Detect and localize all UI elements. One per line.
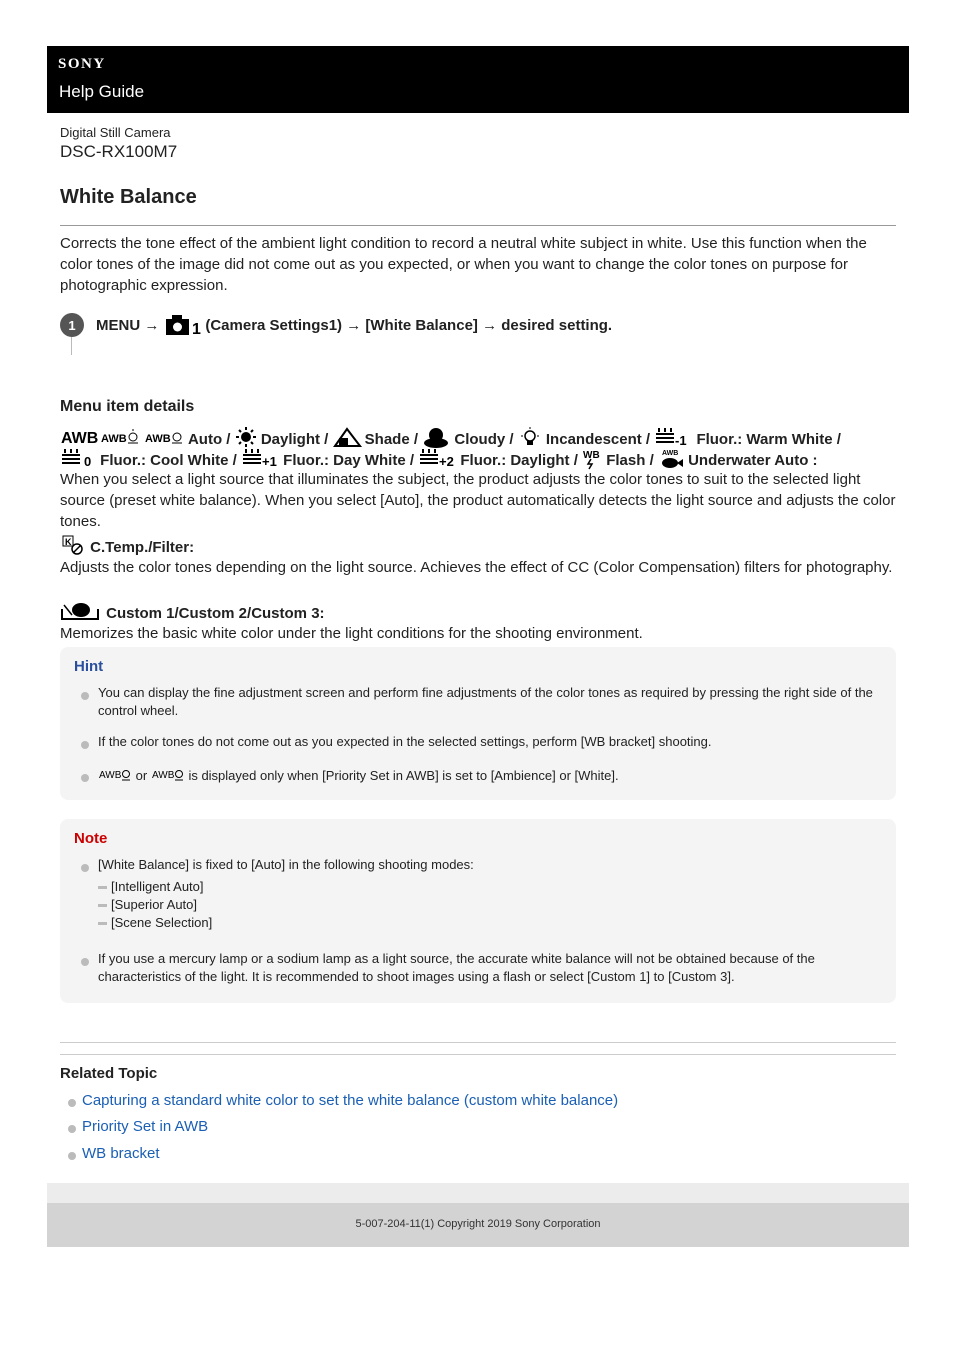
bullet-icon [68, 1125, 76, 1133]
label-incandescent: Incandescent / [545, 430, 651, 448]
label-fluor-day-white: Fluor.: Day White / [283, 451, 415, 469]
svg-text:AWB: AWB [145, 433, 172, 445]
mode-label: [Superior Auto] [111, 897, 197, 912]
label-daylight: Daylight / [260, 430, 329, 448]
label-custom: Custom 1/Custom 2/Custom 3: [106, 604, 325, 622]
svg-text:WB: WB [583, 450, 600, 461]
label-underwater: Underwater Auto : [688, 451, 818, 469]
label-fluor-daylight: Fluor.: Daylight / [460, 451, 578, 469]
hint-item-1: You can display the fine adjustment screen and perform fine adjustments of the color tones as required by pressing the right side of the control wheel. [98, 685, 873, 718]
label-auto: Auto / [187, 430, 231, 448]
label-shade: Shade / [364, 430, 419, 448]
dash-icon [98, 886, 107, 889]
step-1 [60, 313, 612, 337]
title-divider [60, 225, 896, 226]
bullet-icon [68, 1152, 76, 1160]
label-flash: Flash / [606, 451, 654, 469]
mode-item [98, 879, 204, 894]
label-fluor-warm: Fluor.: Warm White / [696, 430, 841, 448]
page-title: White Balance [60, 186, 197, 208]
note-item-2: If you use a mercury lamp or a sodium lamp as a light source, the accurate white balance will not be obtained because of the characteristics of the light. It is recommended to shoot images using a flash or select [Custom 1] to [Custom 3]. [98, 951, 815, 984]
note-title: Note [74, 830, 108, 847]
note-box [60, 819, 896, 1003]
step-suffix: (Camera Settings1) → [White Balance] → desired setting. [205, 316, 613, 334]
mode-label: [Intelligent Auto] [111, 879, 204, 894]
or-text: or [135, 767, 148, 783]
bullet-icon [81, 774, 89, 782]
svg-text:AWB: AWB [61, 430, 99, 447]
sony-logo: SONY [58, 56, 106, 72]
copyright: 5-007-204-11(1) Copyright 2019 Sony Corporation [355, 1218, 601, 1230]
awb-white-icon [151, 766, 185, 787]
label-fluor-cool: Fluor.: Cool White / [100, 451, 237, 469]
step-connector [71, 337, 72, 355]
svg-text:K: K [65, 537, 72, 547]
mode-item [98, 897, 197, 912]
help-guide-title: Help Guide [59, 82, 145, 101]
wb-description: When you select a light source that illuminates the subject, the product adjusts the color tones to suit to the selected light source (preset white balance). When you select [Auto], the product automatically detects the light source and adjusts the color tones. [60, 471, 896, 530]
product-type: Digital Still Camera [60, 125, 171, 140]
dash-icon [98, 922, 107, 925]
related-link-wb-bracket[interactable]: WB bracket [82, 1145, 160, 1162]
awb-ambience-icon [98, 766, 132, 787]
svg-text:AWB: AWB [101, 433, 127, 445]
header-bar [47, 46, 909, 113]
custom-description: Memorizes the basic white color under the light conditions for the shooting environment. [60, 625, 643, 642]
intro-text: Corrects the tone effect of the ambient light condition to record a neutral white subject in white. Use this function when the color tones of the image did not come out as you expected, or when you want to change the color tones on purpose for photographic expression. [60, 235, 867, 294]
step-prefix: MENU → [96, 316, 160, 334]
svg-text:AWB: AWB [99, 770, 122, 781]
svg-text:+2: +2 [439, 454, 455, 469]
step-number: 1 [60, 313, 84, 337]
menu-item-details-heading: Menu item details [60, 398, 195, 415]
hint-item-2: If the color tones do not come out as you expected in the selected settings, perform [WB bracket] shooting. [98, 734, 712, 749]
bullet-icon [81, 958, 89, 966]
mode-item [98, 915, 212, 930]
footer [47, 1203, 909, 1247]
ctemp-description: Adjusts the color tones depending on the light source. Achieves the effect of CC (Color Compensation) filters for photography. [60, 559, 893, 576]
label-cloudy: Cloudy / [454, 430, 514, 448]
related-link-custom-wb[interactable]: Capturing a standard white color to set the white balance (custom white balance) [82, 1092, 619, 1109]
svg-text:AWB: AWB [661, 450, 679, 457]
dash-icon [98, 904, 107, 907]
note-item-1: [White Balance] is fixed to [Auto] in the following shooting modes: [98, 857, 474, 872]
hint-box [60, 647, 896, 800]
related-topic-heading: Related Topic [60, 1065, 158, 1082]
footer-top-band [47, 1183, 909, 1203]
svg-text:0: 0 [84, 454, 92, 469]
svg-text:-1: -1 [675, 433, 687, 448]
camera-settings-icon [165, 314, 202, 338]
bullet-icon [81, 864, 89, 872]
hint-item-3-text: is displayed only when [Priority Set in AWB] is set to [Ambience] or [White]. [188, 767, 619, 783]
hint-item-3 [98, 766, 883, 787]
bullet-icon [68, 1099, 76, 1107]
svg-text:1: 1 [192, 321, 202, 338]
divider [60, 1054, 896, 1055]
svg-text:+1: +1 [262, 454, 277, 469]
divider [60, 1042, 896, 1043]
related-link-priority-awb[interactable]: Priority Set in AWB [82, 1118, 209, 1135]
label-ctemp: C.Temp./Filter: [90, 538, 195, 556]
svg-text:AWB: AWB [151, 770, 175, 781]
mode-label: [Scene Selection] [111, 915, 213, 930]
bullet-icon [81, 741, 89, 749]
hint-title: Hint [74, 658, 104, 675]
bullet-icon [81, 692, 89, 700]
product-model: DSC-RX100M7 [60, 142, 178, 161]
